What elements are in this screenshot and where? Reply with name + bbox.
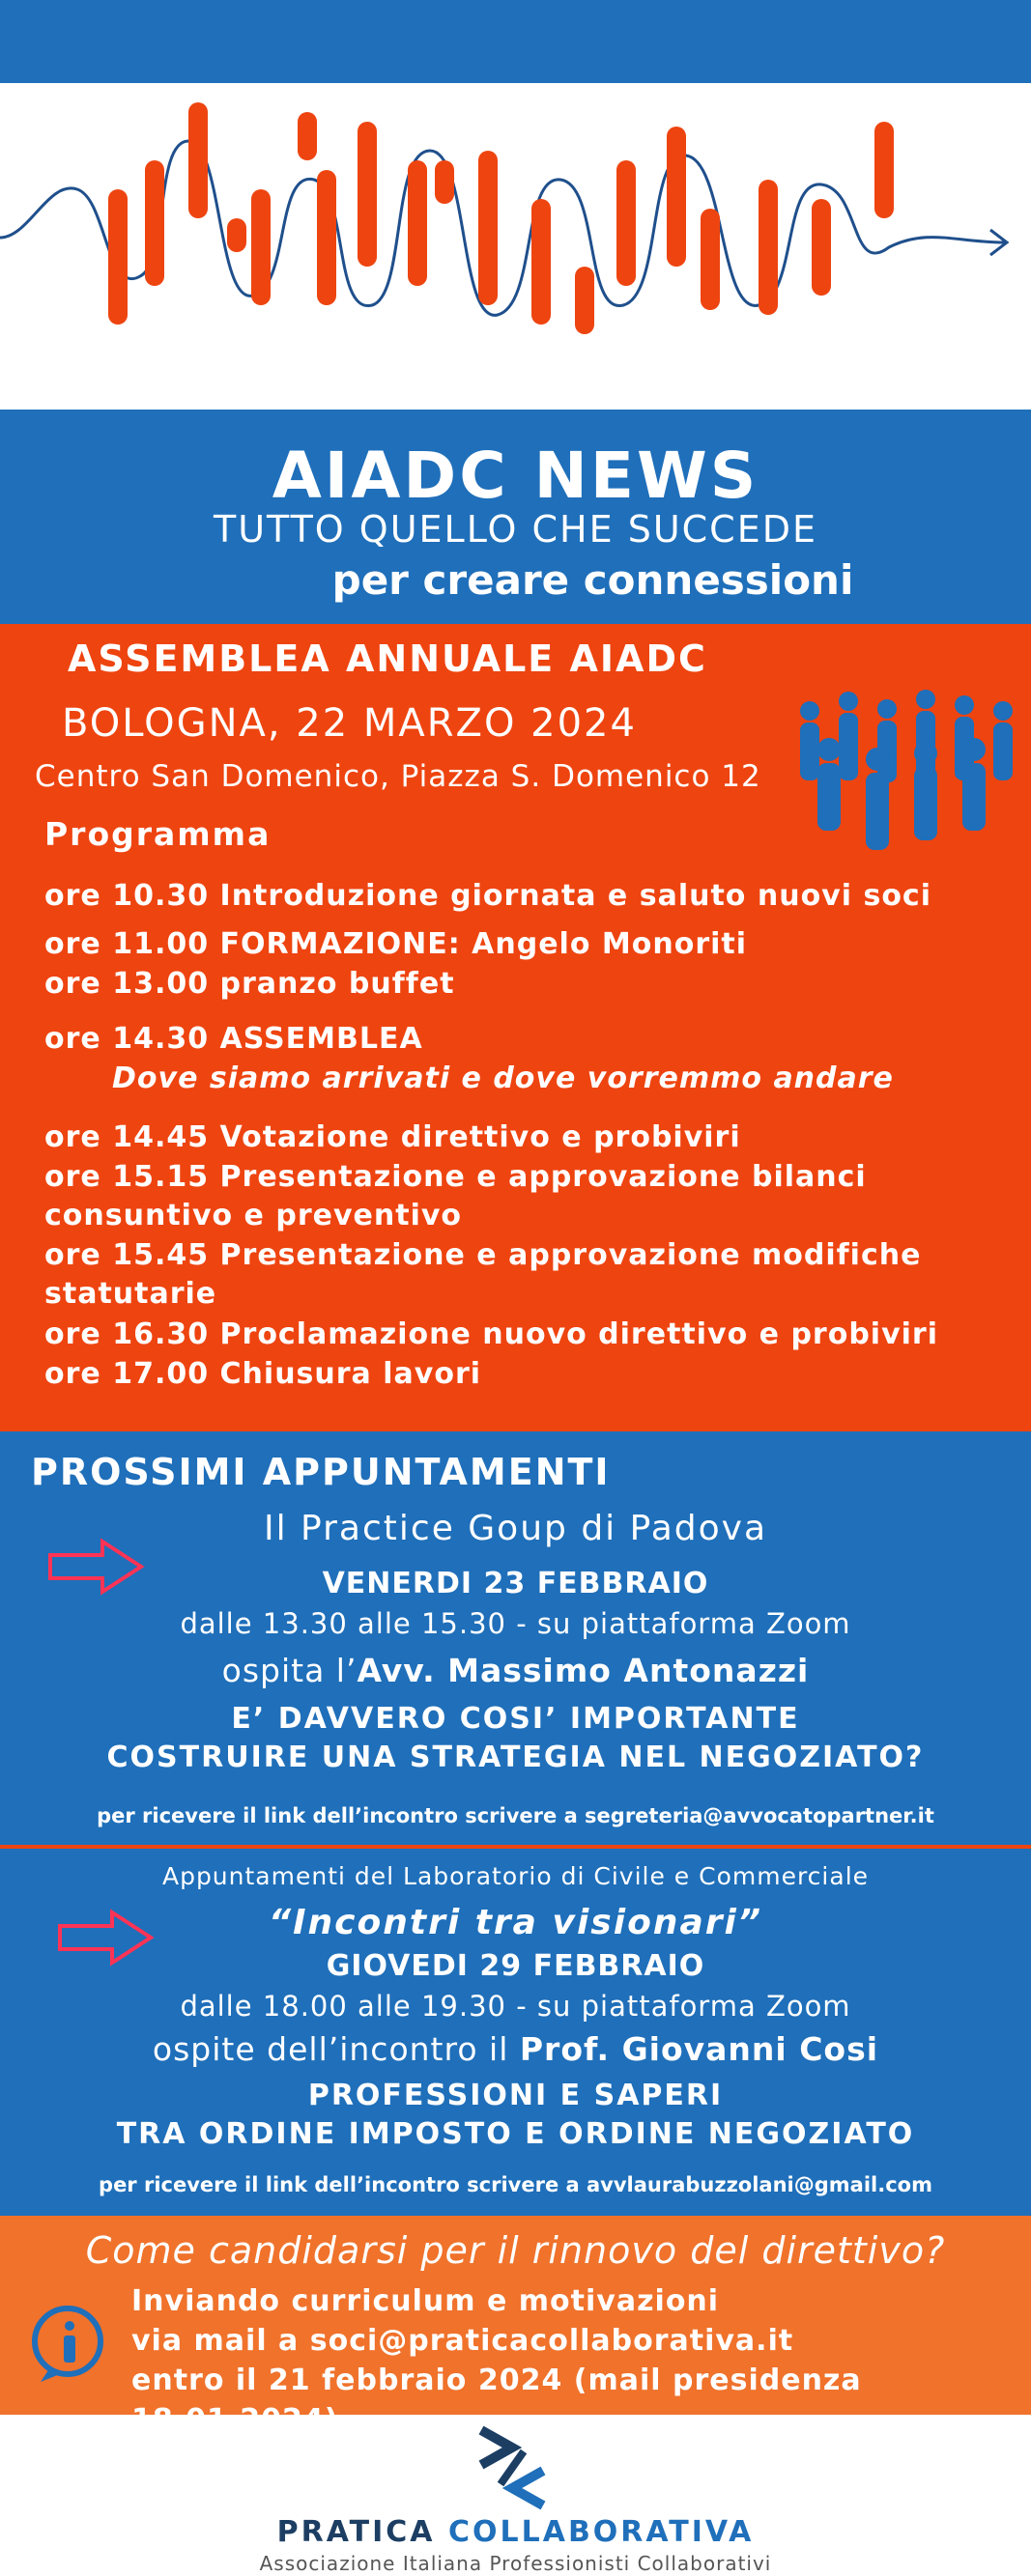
- section-divider: [0, 1845, 1031, 1849]
- second-appointment-time: dalle 18.00 alle 19.30 - su piattaforma Zoom: [180, 1990, 851, 2023]
- first-appointment-link-note: per ricevere il link dell’incontro scrivere a segreteria@avvocatopartner.it: [97, 1804, 934, 1827]
- news-header: [0, 410, 1031, 624]
- program-item: ore 15.45 Presentazione e approvazione modifiche statutarie: [44, 1238, 922, 1311]
- first-appointment-intro: Il Practice Goup di Padova: [263, 1509, 768, 1548]
- crowd-icon: [790, 682, 1022, 856]
- candidacy-line: via mail a soci@praticacollaborativa.it: [131, 2324, 794, 2358]
- top-banner: [0, 0, 1031, 83]
- second-appointment-link-note: per ricevere il link dell’incontro scrivere a avvlaurabuzzolani@gmail.com: [99, 2173, 932, 2196]
- second-appointment-topic: TRA ORDINE IMPOSTO E ORDINE NEGOZIATO: [116, 2117, 915, 2151]
- newsletter-subtitle: TUTTO QUELLO CHE SUCCEDE: [214, 508, 817, 551]
- first-appointment-topic: E’ DAVVERO COSI’ IMPORTANTE: [231, 1702, 800, 1736]
- program-item: ore 11.00 FORMAZIONE: Angelo Monoriti: [44, 927, 748, 961]
- second-appointment-guest: ospite dell’incontro il Prof. Giovanni Cosi: [152, 2030, 879, 2068]
- first-appointment-date: VENERDI 23 FEBBRAIO: [322, 1567, 709, 1600]
- candidacy-question: Come candidarsi per il rinnovo del direttivo?: [85, 2229, 946, 2272]
- pratica-collaborativa-logo-icon: [473, 2424, 551, 2511]
- appointments-section: [0, 1431, 1031, 2216]
- candidacy-line: Inviando curriculum e motivazioni: [131, 2284, 720, 2318]
- program-item: ore 14.30 ASSEMBLEA: [44, 1022, 423, 1056]
- assembly-place: Centro San Domenico, Piazza S. Domenico 12: [35, 759, 761, 794]
- program-item: ore 17.00 Chiusura lavori: [44, 1357, 482, 1391]
- newsletter-title: AIADC NEWS: [272, 439, 759, 513]
- second-appointment-topic: PROFESSIONI E SAPERI: [307, 2079, 724, 2112]
- first-appointment-host: ospita l’Avv. Massimo Antonazzi: [221, 1652, 810, 1689]
- program-item: ore 13.00 pranzo buffet: [44, 967, 455, 1001]
- first-appointment-topic: COSTRUIRE UNA STRATEGIA NEL NEGOZIATO?: [106, 1741, 925, 1774]
- assembly-section: [0, 624, 1031, 1431]
- candidacy-section: [0, 2216, 1031, 2415]
- footer-brand: PRATICA COLLABORATIVA: [276, 2515, 755, 2549]
- info-icon: [27, 2303, 108, 2384]
- program-item: ore 15.15 Presentazione e approvazione bilanci consuntivo e preventivo: [44, 1160, 867, 1232]
- footer-tagline: Associazione Italiana Professionisti Collaborativi: [259, 2552, 772, 2575]
- second-appointment-intro: Appuntamenti del Laboratorio di Civile e Commerciale: [161, 1862, 870, 1890]
- connection-wave-illustration: [0, 83, 1031, 410]
- footer: [0, 2415, 1031, 2576]
- program-heading: Programma: [44, 815, 272, 853]
- second-appointment-date: GIOVEDI 29 FEBBRAIO: [326, 1949, 705, 1983]
- program-item: ore 16.30 Proclamazione nuovo direttivo e probiviri: [44, 1317, 938, 1351]
- candidacy-line: entro il 21 febbraio 2024 (mail presidenza: [131, 2364, 862, 2397]
- appointments-heading: PROSSIMI APPUNTAMENTI: [31, 1451, 611, 1493]
- hero-artwork: [0, 83, 1031, 410]
- assembly-date: BOLOGNA, 22 MARZO 2024: [62, 701, 637, 746]
- program-item: ore 14.45 Votazione direttivo e probiviri: [44, 1120, 741, 1154]
- program-item-detail: Dove siamo arrivati e dove vorremmo andare: [112, 1062, 894, 1095]
- second-appointment-series: “Incontri tra visionari”: [268, 1903, 763, 1942]
- newsletter-tagline: per creare connessioni: [331, 556, 854, 604]
- program-item: ore 10.30 Introduzione giornata e saluto nuovi soci: [44, 879, 931, 913]
- assembly-title: ASSEMBLEA ANNUALE AIADC: [68, 637, 707, 680]
- first-appointment-time: dalle 13.30 alle 15.30 - su piattaforma Zoom: [180, 1607, 851, 1640]
